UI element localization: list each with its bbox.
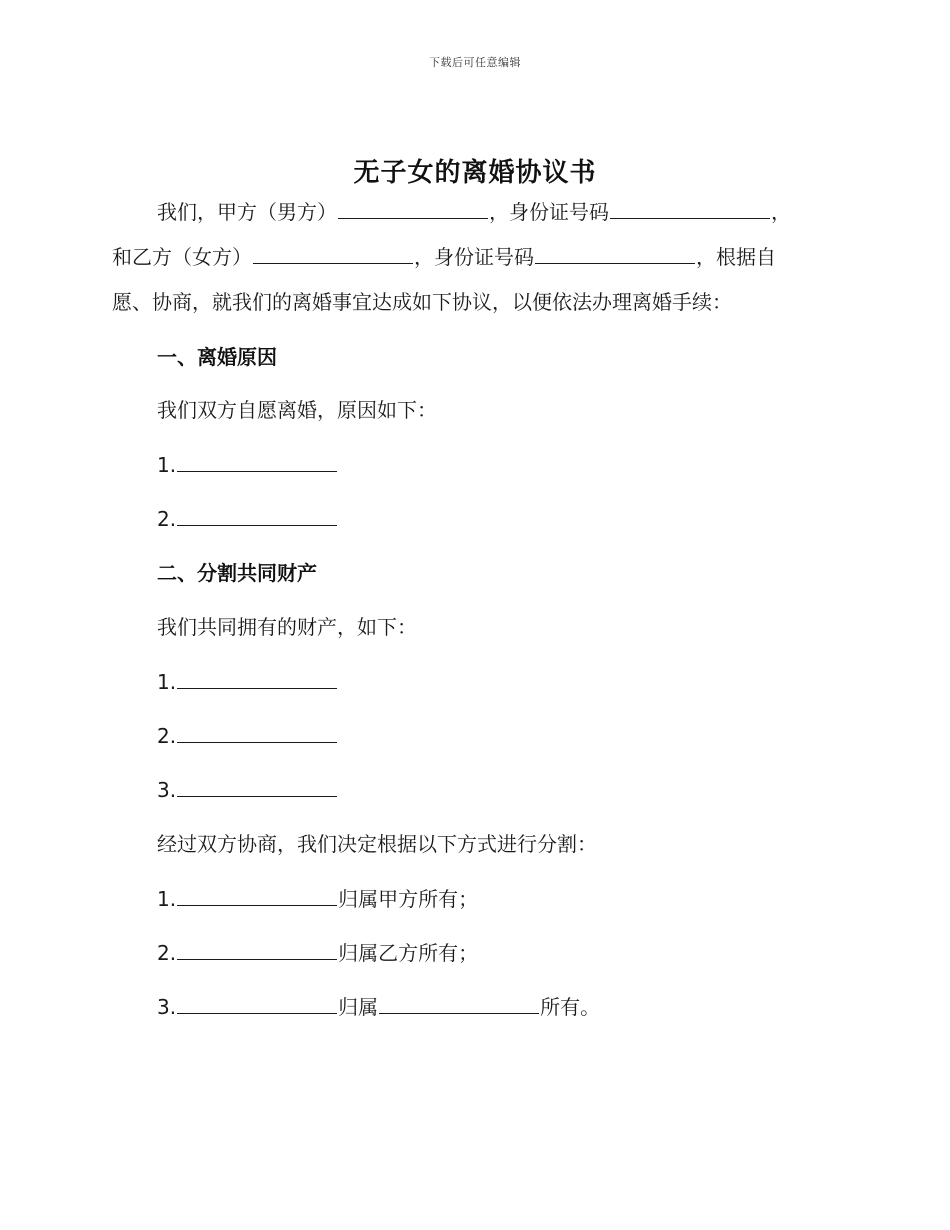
header-note: 下载后可任意编辑 (429, 56, 521, 69)
party-b-name-blank[interactable] (253, 243, 413, 264)
party-a-name-blank[interactable] (338, 198, 488, 219)
reason-item-2: 2. (157, 505, 338, 533)
split-lead: 经过双方协商，我们决定根据以下方式进行分割： (157, 832, 597, 856)
property-3-blank[interactable] (177, 776, 337, 797)
section1-lead: 我们双方自愿离婚，原因如下： (157, 398, 437, 422)
property-item-2: 2. (157, 722, 338, 750)
split-3-item-blank[interactable] (177, 993, 337, 1014)
property-2-blank[interactable] (177, 722, 337, 743)
intro-line-1: 我们，甲方（男方） ，身份证号码 ， (157, 200, 791, 224)
section2-lead: 我们共同拥有的财产，如下： (157, 615, 417, 639)
party-b-id-blank[interactable] (535, 243, 695, 264)
split-item-1: 1. 归属甲方所有； (157, 887, 479, 911)
split-item-3: 3. 归属 所有。 (157, 995, 601, 1019)
split-1-blank[interactable] (177, 885, 337, 906)
property-item-3: 3. (157, 776, 338, 804)
reason-2-blank[interactable] (177, 505, 337, 526)
section2-heading: 二、分割共同财产 (157, 561, 317, 585)
party-a-id-blank[interactable] (610, 198, 770, 219)
section1-heading: 一、离婚原因 (157, 345, 277, 369)
split-item-2: 2. 归属乙方所有； (157, 941, 479, 965)
split-3-owner-blank[interactable] (379, 993, 539, 1014)
reason-1-blank[interactable] (177, 451, 337, 472)
split-2-blank[interactable] (177, 939, 337, 960)
property-item-1: 1. (157, 668, 338, 696)
intro-line-3: 愿、协商，就我们的离婚事宜达成如下协议，以便依法办理离婚手续： (112, 290, 732, 314)
reason-item-1: 1. (157, 451, 338, 479)
document-title: 无子女的离婚协议书 (353, 158, 597, 188)
intro-line-2: 和乙方（女方） ，身份证号码 ，根据自 (112, 245, 776, 269)
property-1-blank[interactable] (177, 668, 337, 689)
